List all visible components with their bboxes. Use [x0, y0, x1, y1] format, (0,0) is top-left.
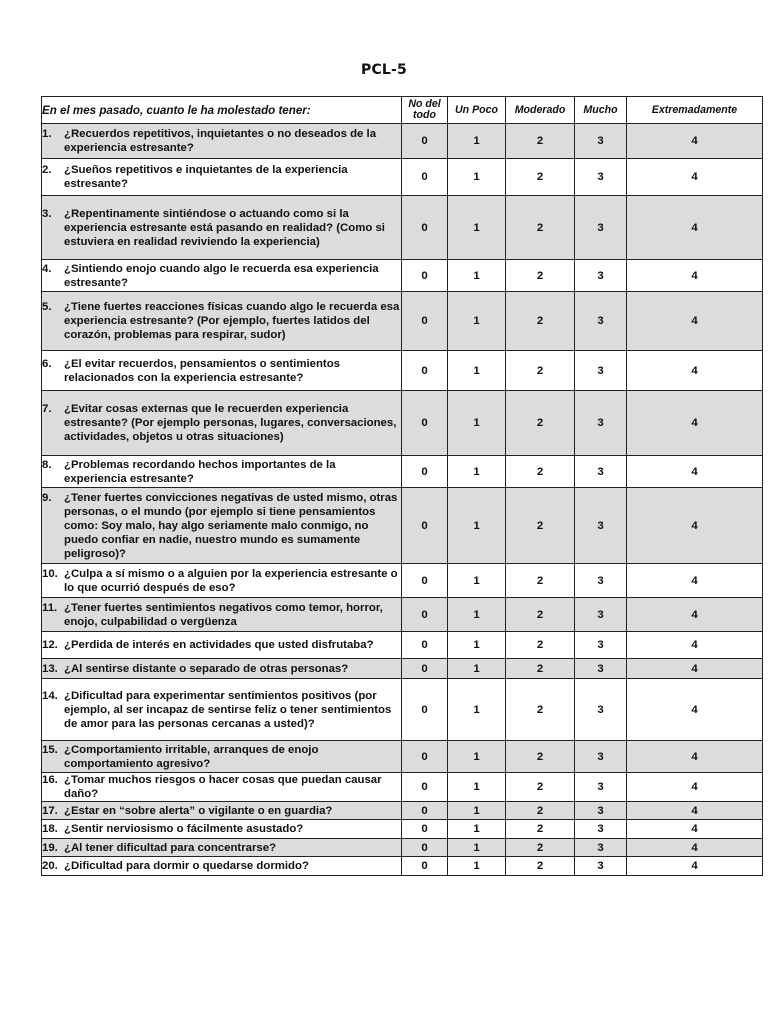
item-question-cell: [42, 659, 402, 679]
score-option-extremadamente[interactable]: 4: [627, 564, 763, 598]
item-row: [42, 820, 763, 839]
item-text: ¿Tener fuertes convicciones negativas de usted mismo, otras personas, o el mundo (por ejemplo si tiene pensamientos como: Soy malo, hay algo seriamente malo conmigo, no puedo confiar en nadie, nuestro mundo es sumamente peligroso)?: [64, 491, 398, 560]
item-row: [42, 456, 763, 488]
item-number: 17.: [42, 804, 58, 817]
score-option-no-del-todo[interactable]: 0: [402, 488, 448, 564]
score-option-un-poco[interactable]: 1: [448, 741, 506, 773]
item-text: ¿Estar en “sobre alerta” o vigilante o en guardia?: [64, 804, 333, 817]
score-option-extremadamente[interactable]: 4: [627, 857, 763, 876]
item-row: [42, 391, 763, 456]
item-question-cell: [42, 632, 402, 659]
option-header-no-del-todo: No del todo: [402, 97, 448, 124]
item-number: 12.: [42, 639, 58, 651]
item-row: [42, 564, 763, 598]
item-text: ¿Sueños repetitivos e inquietantes de la experiencia estresante?: [64, 164, 348, 190]
item-text: ¿Al tener dificultad para concentrarse?: [64, 841, 277, 854]
score-option-un-poco[interactable]: 1: [448, 564, 506, 598]
item-row: [42, 773, 763, 802]
score-option-mucho[interactable]: 3: [575, 598, 627, 632]
score-option-moderado[interactable]: 2: [506, 802, 575, 820]
score-option-un-poco[interactable]: 1: [448, 598, 506, 632]
item-text: ¿Tomar muchos riesgos o hacer cosas que puedan causar daño?: [64, 774, 382, 800]
item-number: 13.: [42, 662, 58, 675]
score-option-un-poco[interactable]: 1: [448, 839, 506, 857]
score-option-no-del-todo[interactable]: 0: [402, 659, 448, 679]
item-question-cell: [42, 820, 402, 839]
score-option-moderado[interactable]: 2: [506, 857, 575, 876]
item-text: ¿Dificultad para experimentar sentimientos positivos (por ejemplo, al ser incapaz de sentirse feliz o tener sentimientos de amor para las personas cercanas a usted)?: [64, 689, 392, 730]
score-option-un-poco[interactable]: 1: [448, 260, 506, 292]
score-option-un-poco[interactable]: 1: [448, 679, 506, 741]
item-row: [42, 159, 763, 196]
item-number: 4.: [42, 262, 52, 275]
item-text: ¿Dificultad para dormir o quedarse dormido?: [64, 860, 309, 872]
item-row: [42, 679, 763, 741]
score-option-mucho[interactable]: 3: [575, 488, 627, 564]
score-option-no-del-todo[interactable]: 0: [402, 632, 448, 659]
score-option-extremadamente[interactable]: 4: [627, 839, 763, 857]
score-option-no-del-todo[interactable]: 0: [402, 820, 448, 839]
score-option-mucho[interactable]: 3: [575, 857, 627, 876]
score-option-no-del-todo[interactable]: 0: [402, 196, 448, 260]
score-option-un-poco[interactable]: 1: [448, 292, 506, 351]
score-option-no-del-todo[interactable]: 0: [402, 857, 448, 876]
score-option-extremadamente[interactable]: 4: [627, 488, 763, 564]
score-option-extremadamente[interactable]: 4: [627, 159, 763, 196]
score-option-mucho[interactable]: 3: [575, 679, 627, 741]
score-option-extremadamente[interactable]: 4: [627, 802, 763, 820]
item-text: ¿Evitar cosas externas que le recuerden experiencia estresante? (Por ejemplo personas, lugares, conversaciones, actividades, objetos u otras situaciones): [64, 403, 397, 443]
item-question-cell: [42, 598, 402, 632]
score-option-moderado[interactable]: 2: [506, 292, 575, 351]
item-row: [42, 659, 763, 679]
item-row: [42, 598, 763, 632]
item-row: [42, 351, 763, 391]
score-option-mucho[interactable]: 3: [575, 159, 627, 196]
item-row: [42, 292, 763, 351]
item-text: ¿Perdida de interés en actividades que usted disfrutaba?: [64, 639, 374, 651]
option-header-extremadamente: Extremadamente: [627, 97, 763, 124]
score-option-un-poco[interactable]: 1: [448, 857, 506, 876]
score-option-un-poco[interactable]: 1: [448, 351, 506, 391]
item-number: 19.: [42, 841, 58, 854]
item-number: 5.: [42, 301, 52, 313]
score-option-mucho[interactable]: 3: [575, 741, 627, 773]
item-number: 7.: [42, 403, 52, 415]
score-option-no-del-todo[interactable]: 0: [402, 260, 448, 292]
item-question-cell: [42, 857, 402, 876]
item-number: 11.: [42, 601, 58, 614]
score-option-no-del-todo[interactable]: 0: [402, 802, 448, 820]
score-option-un-poco[interactable]: 1: [448, 196, 506, 260]
item-number: 18.: [42, 823, 58, 835]
score-option-moderado[interactable]: 2: [506, 124, 575, 159]
score-option-moderado[interactable]: 2: [506, 839, 575, 857]
score-option-no-del-todo[interactable]: 0: [402, 351, 448, 391]
score-option-moderado[interactable]: 2: [506, 456, 575, 488]
item-text: ¿Problemas recordando hechos importantes de la experiencia estresante?: [64, 458, 336, 485]
score-option-extremadamente[interactable]: 4: [627, 292, 763, 351]
score-option-moderado[interactable]: 2: [506, 773, 575, 802]
item-question-cell: [42, 351, 402, 391]
score-option-un-poco[interactable]: 1: [448, 124, 506, 159]
item-text: ¿Recuerdos repetitivos, inquietantes o no deseados de la experiencia estresante?: [64, 128, 377, 154]
score-option-moderado[interactable]: 2: [506, 598, 575, 632]
item-number: 10.: [42, 567, 58, 580]
score-option-extremadamente[interactable]: 4: [627, 196, 763, 260]
item-row: [42, 839, 763, 857]
score-option-un-poco[interactable]: 1: [448, 632, 506, 659]
pcl5-table: [41, 96, 763, 876]
header-row: [42, 97, 763, 124]
item-number: 15.: [42, 743, 58, 756]
score-option-mucho[interactable]: 3: [575, 773, 627, 802]
score-option-moderado[interactable]: 2: [506, 741, 575, 773]
score-option-moderado[interactable]: 2: [506, 351, 575, 391]
item-row: [42, 857, 763, 876]
score-option-mucho[interactable]: 3: [575, 260, 627, 292]
score-option-un-poco[interactable]: 1: [448, 773, 506, 802]
score-option-extremadamente[interactable]: 4: [627, 351, 763, 391]
score-option-extremadamente[interactable]: 4: [627, 124, 763, 159]
item-number: 16.: [42, 774, 58, 786]
score-option-extremadamente[interactable]: 4: [627, 391, 763, 456]
item-row: [42, 196, 763, 260]
score-option-no-del-todo[interactable]: 0: [402, 679, 448, 741]
score-option-un-poco[interactable]: 1: [448, 488, 506, 564]
item-text: ¿Tiene fuertes reacciones físicas cuando algo le recuerda esa experiencia estresante? (Por ejemplo, fuertes latidos del corazón, problemas para respirar, sudor): [64, 301, 400, 341]
score-option-extremadamente[interactable]: 4: [627, 456, 763, 488]
score-option-extremadamente[interactable]: 4: [627, 598, 763, 632]
score-option-no-del-todo[interactable]: 0: [402, 598, 448, 632]
score-option-no-del-todo[interactable]: 0: [402, 124, 448, 159]
score-option-moderado[interactable]: 2: [506, 564, 575, 598]
score-option-extremadamente[interactable]: 4: [627, 679, 763, 741]
item-text: ¿Al sentirse distante o separado de otras personas?: [64, 662, 349, 675]
score-option-un-poco[interactable]: 1: [448, 659, 506, 679]
item-number: 9.: [42, 491, 52, 504]
item-row: [42, 741, 763, 773]
item-row: [42, 260, 763, 292]
score-option-no-del-todo[interactable]: 0: [402, 292, 448, 351]
item-text: ¿Tener fuertes sentimientos negativos como temor, horror, enojo, culpabilidad o vergüenza: [64, 601, 383, 628]
item-text: ¿El evitar recuerdos, pensamientos o sentimientos relacionados con la experiencia estresante?: [64, 357, 340, 384]
score-option-moderado[interactable]: 2: [506, 632, 575, 659]
score-option-extremadamente[interactable]: 4: [627, 820, 763, 839]
item-question-cell: [42, 564, 402, 598]
item-row: [42, 124, 763, 159]
item-text: ¿Sintiendo enojo cuando algo le recuerda esa experiencia estresante?: [64, 262, 379, 289]
score-option-mucho[interactable]: 3: [575, 456, 627, 488]
item-question-cell: [42, 260, 402, 292]
item-number: 8.: [42, 458, 52, 471]
score-option-mucho[interactable]: 3: [575, 632, 627, 659]
item-question-cell: [42, 802, 402, 820]
item-question-cell: [42, 773, 402, 802]
question-header: En el mes pasado, cuanto le ha molestado tener:: [42, 97, 402, 124]
item-question-cell: [42, 741, 402, 773]
item-text: ¿Culpa a sí mismo o a alguien por la experiencia estresante o lo que ocurrió después de eso?: [64, 567, 398, 594]
item-row: [42, 632, 763, 659]
item-number: 6.: [42, 357, 52, 370]
score-option-moderado[interactable]: 2: [506, 679, 575, 741]
page-title: PCL-5: [360, 62, 407, 78]
score-option-moderado[interactable]: 2: [506, 488, 575, 564]
score-option-no-del-todo[interactable]: 0: [402, 773, 448, 802]
option-header-moderado: Moderado: [506, 97, 575, 124]
score-option-un-poco[interactable]: 1: [448, 159, 506, 196]
score-option-moderado[interactable]: 2: [506, 659, 575, 679]
score-option-no-del-todo[interactable]: 0: [402, 741, 448, 773]
score-option-mucho[interactable]: 3: [575, 196, 627, 260]
score-option-moderado[interactable]: 2: [506, 196, 575, 260]
score-option-mucho[interactable]: 3: [575, 391, 627, 456]
score-option-un-poco[interactable]: 1: [448, 802, 506, 820]
item-text: ¿Sentir nerviosismo o fácilmente asustado?: [64, 823, 304, 835]
item-question-cell: [42, 196, 402, 260]
score-option-no-del-todo[interactable]: 0: [402, 391, 448, 456]
score-option-mucho[interactable]: 3: [575, 351, 627, 391]
item-question-cell: [42, 124, 402, 159]
score-option-moderado[interactable]: 2: [506, 159, 575, 196]
score-option-moderado[interactable]: 2: [506, 391, 575, 456]
score-option-un-poco[interactable]: 1: [448, 456, 506, 488]
score-option-moderado[interactable]: 2: [506, 820, 575, 839]
score-option-extremadamente[interactable]: 4: [627, 260, 763, 292]
score-option-mucho[interactable]: 3: [575, 802, 627, 820]
item-row: [42, 488, 763, 564]
item-question-cell: [42, 391, 402, 456]
score-option-mucho[interactable]: 3: [575, 564, 627, 598]
option-header-mucho: Mucho: [575, 97, 627, 124]
item-question-cell: [42, 839, 402, 857]
score-option-extremadamente[interactable]: 4: [627, 773, 763, 802]
score-option-mucho[interactable]: 3: [575, 659, 627, 679]
item-text: ¿Comportamiento irritable, arranques de enojo comportamiento agresivo?: [64, 743, 319, 770]
score-option-no-del-todo[interactable]: 0: [402, 456, 448, 488]
score-option-mucho[interactable]: 3: [575, 292, 627, 351]
score-option-un-poco[interactable]: 1: [448, 820, 506, 839]
score-option-mucho[interactable]: 3: [575, 820, 627, 839]
item-number: 2.: [42, 164, 52, 176]
item-number: 14.: [42, 689, 58, 702]
item-question-cell: [42, 488, 402, 564]
score-option-extremadamente[interactable]: 4: [627, 632, 763, 659]
item-question-cell: [42, 456, 402, 488]
item-number: 1.: [42, 128, 52, 140]
score-option-no-del-todo[interactable]: 0: [402, 564, 448, 598]
score-option-un-poco[interactable]: 1: [448, 391, 506, 456]
item-row: [42, 802, 763, 820]
score-option-mucho[interactable]: 3: [575, 839, 627, 857]
score-option-mucho[interactable]: 3: [575, 124, 627, 159]
score-option-extremadamente[interactable]: 4: [627, 741, 763, 773]
item-question-cell: [42, 679, 402, 741]
item-question-cell: [42, 292, 402, 351]
option-header-un-poco: Un Poco: [448, 97, 506, 124]
item-question-cell: [42, 159, 402, 196]
item-number: 3.: [42, 207, 52, 220]
score-option-no-del-todo[interactable]: 0: [402, 839, 448, 857]
score-option-moderado[interactable]: 2: [506, 260, 575, 292]
score-option-no-del-todo[interactable]: 0: [402, 159, 448, 196]
item-text: ¿Repentinamente sintiéndose o actuando como si la experiencia estresante está pasando en realidad? (Como si estuviera en realidad reviviendo la experiencia): [64, 207, 385, 248]
item-number: 20.: [42, 860, 58, 872]
score-option-extremadamente[interactable]: 4: [627, 659, 763, 679]
